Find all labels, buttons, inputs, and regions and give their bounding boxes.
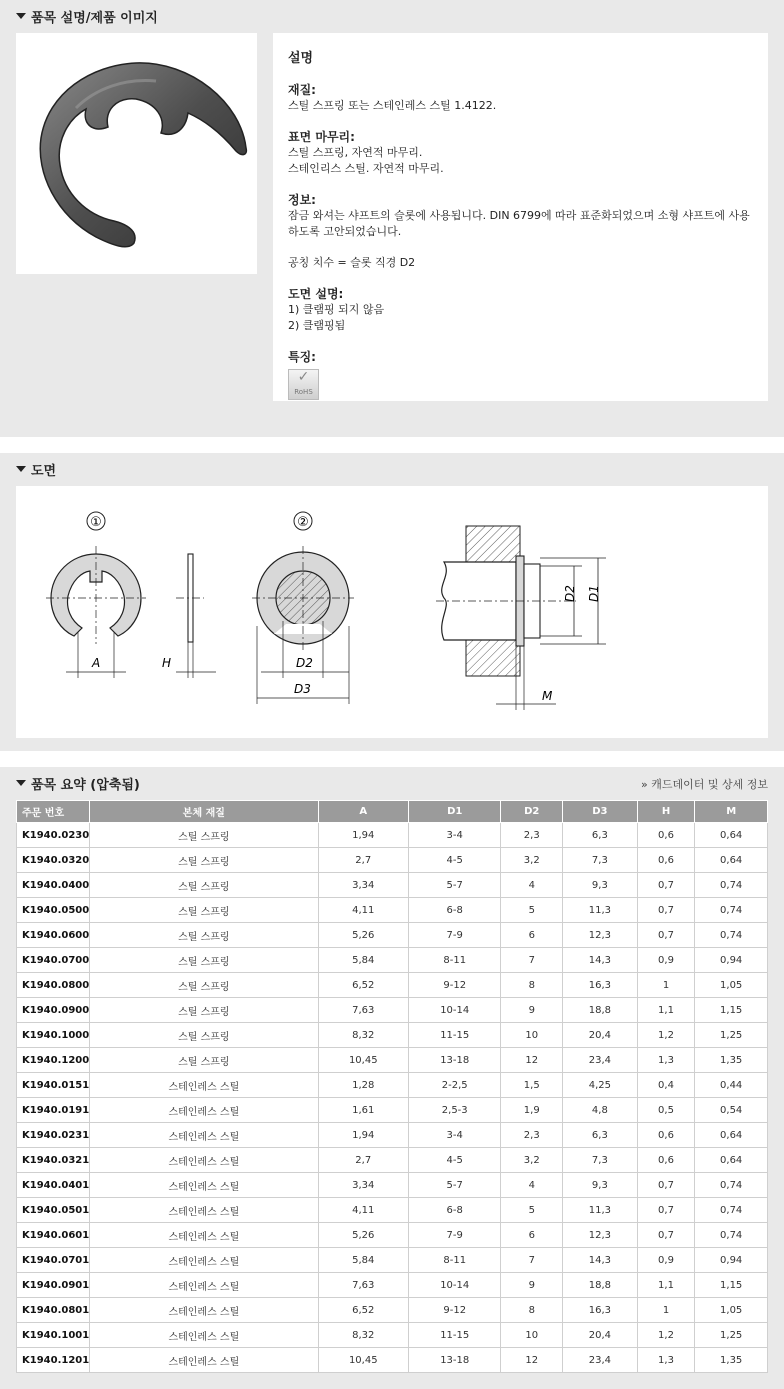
table-row[interactable] (17, 1098, 768, 1123)
cell-body-material: 스틸 스프링 (90, 998, 318, 1023)
cell-d1: 2,5-3 (409, 1098, 501, 1123)
feature-label: 특징: (288, 350, 316, 364)
cell-h: 1,3 (637, 1348, 695, 1373)
cell-m: 1,35 (695, 1048, 768, 1073)
col-d2[interactable]: D2 (501, 801, 563, 823)
cell-h: 0,9 (637, 1248, 695, 1273)
rohs-badge-text: RoHS (294, 387, 313, 396)
table-row[interactable] (17, 1248, 768, 1273)
cell-m: 1,15 (695, 1273, 768, 1298)
cell-d3: 6,3 (563, 1123, 638, 1148)
view-clamped (252, 512, 354, 704)
cell-a: 1,61 (318, 1098, 409, 1123)
cell-body-material: 스테인레스 스틸 (90, 1098, 318, 1123)
cell-body-material: 스테인레스 스틸 (90, 1073, 318, 1098)
cell-a: 2,7 (318, 848, 409, 873)
cell-d2: 1,5 (501, 1073, 563, 1098)
cell-d2: 5 (501, 898, 563, 923)
col-d3[interactable]: D3 (563, 801, 638, 823)
material-label: 재질: (288, 83, 316, 97)
cell-a: 5,84 (318, 948, 409, 973)
cell-a: 5,84 (318, 1248, 409, 1273)
cell-a: 4,11 (318, 1198, 409, 1223)
cell-d3: 6,3 (563, 823, 638, 848)
cell-d3: 18,8 (563, 1273, 638, 1298)
cell-body-material: 스테인레스 스틸 (90, 1248, 318, 1273)
cell-body-material: 스테인레스 스틸 (90, 1198, 318, 1223)
collapse-triangle-icon (16, 780, 26, 786)
table-row[interactable] (17, 1073, 768, 1098)
table-row[interactable] (17, 1048, 768, 1073)
cell-d2: 2,3 (501, 823, 563, 848)
cell-a: 8,32 (318, 1323, 409, 1348)
cell-d2: 9 (501, 998, 563, 1023)
cell-a: 1,28 (318, 1073, 409, 1098)
cell-d3: 16,3 (563, 973, 638, 998)
cell-body-material: 스테인레스 스틸 (90, 1323, 318, 1348)
cell-body-material: 스틸 스프링 (90, 1023, 318, 1048)
cell-d3: 9,3 (563, 1173, 638, 1198)
cell-body-material: 스틸 스프링 (90, 848, 318, 873)
circlip-photo-illustration (16, 33, 257, 274)
cell-d2: 5 (501, 1198, 563, 1223)
cell-h: 1,2 (637, 1323, 695, 1348)
cell-order-number[interactable]: K1940.0230 (17, 823, 90, 848)
cell-d2: 6 (501, 1223, 563, 1248)
drawing-desc-block (288, 286, 753, 334)
dim-d3-label: D3 (294, 682, 311, 696)
cell-m: 0,94 (695, 1248, 768, 1273)
table-row[interactable] (17, 898, 768, 923)
finish-line-1: 스틸 스프링, 자연적 마무리. (288, 146, 423, 159)
col-body-material[interactable]: 본체 재질 (90, 801, 318, 823)
drawing-desc-line-1: 1) 클램핑 되지 않음 (288, 303, 385, 316)
info-block (288, 192, 753, 240)
cell-d1: 9-12 (409, 1298, 501, 1323)
drawing-desc-label: 도면 설명: (288, 287, 344, 301)
cell-order-number[interactable]: K1940.0900 (17, 998, 90, 1023)
cell-h: 1 (637, 1298, 695, 1323)
summary-section-header[interactable] (0, 767, 784, 799)
cell-h: 1 (637, 973, 695, 998)
cell-order-number[interactable]: K1940.0320 (17, 848, 90, 873)
cell-order-number[interactable]: K1940.1000 (17, 1023, 90, 1048)
cell-d1: 8-11 (409, 948, 501, 973)
description-section-header[interactable] (0, 0, 784, 32)
cell-d2: 2,3 (501, 1123, 563, 1148)
cell-order-number[interactable]: K1940.0701 (17, 1248, 90, 1273)
cell-m: 0,74 (695, 923, 768, 948)
cell-h: 0,6 (637, 848, 695, 873)
summary-table (16, 800, 768, 1373)
technical-drawing-svg (16, 486, 768, 738)
cell-d2: 9 (501, 1273, 563, 1298)
cell-d2: 3,2 (501, 848, 563, 873)
nominal-text: 공칭 치수 = 슬롯 직경 D2 (288, 256, 416, 269)
summary-section-title: 품목 요약 (압축됨) (31, 777, 140, 793)
cell-h: 0,6 (637, 823, 695, 848)
cell-m: 0,44 (695, 1073, 768, 1098)
dim-m-label: M (542, 689, 553, 703)
nominal-block (288, 255, 753, 271)
cell-a: 6,52 (318, 1298, 409, 1323)
cell-d2: 8 (501, 973, 563, 998)
table-row[interactable] (17, 948, 768, 973)
cell-d2: 4 (501, 1173, 563, 1198)
cell-d1: 11-15 (409, 1023, 501, 1048)
dim-h-label: H (162, 656, 172, 670)
cell-a: 7,63 (318, 1273, 409, 1298)
cell-d2: 7 (501, 1248, 563, 1273)
cell-d1: 3-4 (409, 1123, 501, 1148)
cell-m: 0,64 (695, 1148, 768, 1173)
cell-order-number[interactable]: K1940.0601 (17, 1223, 90, 1248)
cell-h: 1,3 (637, 1048, 695, 1073)
cell-d1: 10-14 (409, 1273, 501, 1298)
col-m[interactable]: M (695, 801, 768, 823)
table-row[interactable] (17, 973, 768, 998)
cell-order-number[interactable]: K1940.0321 (17, 1148, 90, 1173)
finish-block (288, 129, 753, 177)
table-row[interactable] (17, 1348, 768, 1373)
cell-order-number[interactable]: K1940.0191 (17, 1098, 90, 1123)
material-text: 스틸 스프링 또는 스테인레스 스틸 1.4122. (288, 99, 497, 112)
cell-m: 1,05 (695, 973, 768, 998)
finish-line-2: 스테인리스 스틸. 자연적 마무리. (288, 162, 444, 175)
cell-h: 0,6 (637, 1148, 695, 1173)
table-row[interactable] (17, 998, 768, 1023)
table-row[interactable] (17, 1323, 768, 1348)
cell-order-number[interactable]: K1940.0151 (17, 1073, 90, 1098)
cell-d2: 12 (501, 1348, 563, 1373)
dim-a-label: A (92, 656, 101, 670)
table-row[interactable] (17, 1198, 768, 1223)
cell-a: 8,32 (318, 1023, 409, 1048)
cell-order-number[interactable]: K1940.1200 (17, 1048, 90, 1073)
cell-order-number[interactable]: K1940.0901 (17, 1273, 90, 1298)
cell-a: 1,94 (318, 1123, 409, 1148)
cell-h: 0,4 (637, 1073, 695, 1098)
cell-a: 7,63 (318, 998, 409, 1023)
cad-detail-link[interactable]: » 캐드데이터 및 상세 정보 (641, 778, 768, 791)
cell-body-material: 스테인레스 스틸 (90, 1173, 318, 1198)
table-row[interactable] (17, 873, 768, 898)
cell-d2: 1,9 (501, 1098, 563, 1123)
collapse-triangle-icon (16, 13, 26, 19)
material-block (288, 82, 753, 114)
cell-d3: 9,3 (563, 873, 638, 898)
col-order-number[interactable]: 주문 번호 (17, 801, 90, 823)
cell-body-material: 스테인레스 스틸 (90, 1223, 318, 1248)
cell-d1: 4-5 (409, 848, 501, 873)
col-d1[interactable]: D1 (409, 801, 501, 823)
cell-h: 0,9 (637, 948, 695, 973)
cell-d2: 3,2 (501, 1148, 563, 1173)
cell-body-material: 스테인레스 스틸 (90, 1273, 318, 1298)
cell-d3: 11,3 (563, 898, 638, 923)
cell-d2: 8 (501, 1298, 563, 1323)
cell-order-number[interactable]: K1940.0700 (17, 948, 90, 973)
checkmark-icon: ✓ (297, 368, 310, 385)
cell-m: 0,64 (695, 848, 768, 873)
drawing-section-title: 도면 (31, 463, 57, 479)
cell-d3: 20,4 (563, 1323, 638, 1348)
cell-a: 6,52 (318, 973, 409, 998)
cell-m: 0,74 (695, 1223, 768, 1248)
cell-body-material: 스테인레스 스틸 (90, 1148, 318, 1173)
cell-body-material: 스틸 스프링 (90, 973, 318, 998)
cell-m: 1,25 (695, 1023, 768, 1048)
cell-m: 0,54 (695, 1098, 768, 1123)
cell-d1: 6-8 (409, 898, 501, 923)
cell-d3: 23,4 (563, 1348, 638, 1373)
cell-a: 10,45 (318, 1048, 409, 1073)
cell-d3: 7,3 (563, 1148, 638, 1173)
cell-d1: 2-2,5 (409, 1073, 501, 1098)
table-row[interactable] (17, 1148, 768, 1173)
finish-label: 표면 마무리: (288, 130, 355, 144)
cell-m: 1,05 (695, 1298, 768, 1323)
cell-m: 0,74 (695, 873, 768, 898)
cell-order-number[interactable]: K1940.1001 (17, 1323, 90, 1348)
cell-d1: 9-12 (409, 973, 501, 998)
cell-d1: 3-4 (409, 823, 501, 848)
rohs-badge (288, 369, 319, 400)
cell-d3: 11,3 (563, 1198, 638, 1223)
view-1-label: ① (90, 515, 102, 530)
cell-d2: 12 (501, 1048, 563, 1073)
cell-body-material: 스틸 스프링 (90, 898, 318, 923)
cell-body-material: 스틸 스프링 (90, 948, 318, 973)
view-shaft-section (436, 526, 606, 710)
cell-d2: 4 (501, 873, 563, 898)
cell-d1: 10-14 (409, 998, 501, 1023)
dim-d1-label: D1 (587, 585, 601, 602)
cell-m: 1,15 (695, 998, 768, 1023)
cell-m: 0,74 (695, 898, 768, 923)
cell-d2: 10 (501, 1023, 563, 1048)
cell-m: 0,74 (695, 1198, 768, 1223)
table-row[interactable] (17, 848, 768, 873)
cell-d1: 13-18 (409, 1048, 501, 1073)
cell-d1: 8-11 (409, 1248, 501, 1273)
cell-m: 0,74 (695, 1173, 768, 1198)
view-2-label: ② (297, 515, 309, 530)
drawing-desc-line-2: 2) 클램핑됨 (288, 319, 346, 332)
cell-a: 3,34 (318, 1173, 409, 1198)
cell-h: 1,1 (637, 998, 695, 1023)
description-panel (273, 33, 768, 401)
cell-body-material: 스틸 스프링 (90, 823, 318, 848)
cell-order-number[interactable]: K1940.0231 (17, 1123, 90, 1148)
summary-section (0, 767, 784, 1389)
drawing-section-header[interactable] (0, 453, 784, 485)
cell-d3: 4,25 (563, 1073, 638, 1098)
dim-d2-shaft-label: D2 (563, 585, 577, 602)
cell-m: 1,25 (695, 1323, 768, 1348)
cell-order-number[interactable]: K1940.0500 (17, 898, 90, 923)
cell-a: 1,94 (318, 823, 409, 848)
cell-body-material: 스테인레스 스틸 (90, 1348, 318, 1373)
cell-order-number[interactable]: K1940.0801 (17, 1298, 90, 1323)
view-unclamped (46, 512, 216, 678)
cell-order-number[interactable]: K1940.0600 (17, 923, 90, 948)
cell-d1: 5-7 (409, 873, 501, 898)
cell-order-number[interactable]: K1940.0401 (17, 1173, 90, 1198)
cell-d3: 23,4 (563, 1048, 638, 1073)
cell-d3: 14,3 (563, 1248, 638, 1273)
table-row[interactable] (17, 1123, 768, 1148)
cell-d2: 7 (501, 948, 563, 973)
cell-body-material: 스테인레스 스틸 (90, 1123, 318, 1148)
cell-a: 5,26 (318, 923, 409, 948)
cell-order-number[interactable]: K1940.0800 (17, 973, 90, 998)
cell-d2: 6 (501, 923, 563, 948)
info-text: 잠금 와셔는 샤프트의 슬롯에 사용됩니다. DIN 6799에 따라 표준화되었으며 소형 샤프트에 사용하도록 고안되었습니다. (288, 209, 750, 238)
product-image (16, 33, 257, 274)
cell-d1: 5-7 (409, 1173, 501, 1198)
col-a[interactable]: A (318, 801, 409, 823)
cell-d1: 7-9 (409, 1223, 501, 1248)
cell-body-material: 스틸 스프링 (90, 923, 318, 948)
cell-h: 0,7 (637, 1173, 695, 1198)
cell-d3: 20,4 (563, 1023, 638, 1048)
cell-a: 4,11 (318, 898, 409, 923)
table-row[interactable] (17, 1173, 768, 1198)
cell-order-number[interactable]: K1940.0501 (17, 1198, 90, 1223)
cell-d3: 18,8 (563, 998, 638, 1023)
cell-order-number[interactable]: K1940.1201 (17, 1348, 90, 1373)
table-row[interactable] (17, 1273, 768, 1298)
table-row[interactable] (17, 823, 768, 848)
cell-d3: 16,3 (563, 1298, 638, 1323)
table-row[interactable] (17, 923, 768, 948)
cell-h: 0,7 (637, 873, 695, 898)
cell-d1: 7-9 (409, 923, 501, 948)
cell-h: 0,7 (637, 1198, 695, 1223)
cell-a: 3,34 (318, 873, 409, 898)
cell-a: 2,7 (318, 1148, 409, 1173)
cell-d1: 4-5 (409, 1148, 501, 1173)
cell-d1: 11-15 (409, 1323, 501, 1348)
cell-h: 1,1 (637, 1273, 695, 1298)
description-section-title: 품목 설명/제품 이미지 (31, 10, 158, 26)
table-row[interactable] (17, 1298, 768, 1323)
info-label: 정보: (288, 193, 316, 207)
cell-d1: 13-18 (409, 1348, 501, 1373)
cell-a: 5,26 (318, 1223, 409, 1248)
cell-h: 0,5 (637, 1098, 695, 1123)
drawing-section (0, 453, 784, 751)
cell-order-number[interactable]: K1940.0400 (17, 873, 90, 898)
cell-d3: 7,3 (563, 848, 638, 873)
cell-a: 10,45 (318, 1348, 409, 1373)
technical-drawing (16, 486, 768, 738)
dim-d2-label: D2 (296, 656, 313, 670)
cell-d3: 14,3 (563, 948, 638, 973)
cell-body-material: 스테인레스 스틸 (90, 1298, 318, 1323)
table-body (17, 823, 768, 1373)
description-section (0, 0, 784, 437)
table-header-row (17, 801, 768, 823)
cell-h: 1,2 (637, 1023, 695, 1048)
cell-d1: 6-8 (409, 1198, 501, 1223)
cell-d3: 12,3 (563, 923, 638, 948)
cell-d2: 10 (501, 1323, 563, 1348)
cell-h: 0,6 (637, 1123, 695, 1148)
cell-m: 0,64 (695, 1123, 768, 1148)
cell-h: 0,7 (637, 923, 695, 948)
cell-d3: 4,8 (563, 1098, 638, 1123)
cell-m: 0,64 (695, 823, 768, 848)
table-row[interactable] (17, 1223, 768, 1248)
col-h[interactable]: H (637, 801, 695, 823)
collapse-triangle-icon (16, 466, 26, 472)
cell-h: 0,7 (637, 898, 695, 923)
cell-m: 0,94 (695, 948, 768, 973)
cell-body-material: 스틸 스프링 (90, 873, 318, 898)
cell-h: 0,7 (637, 1223, 695, 1248)
description-title: 설명 (288, 51, 314, 66)
cell-d3: 12,3 (563, 1223, 638, 1248)
cell-body-material: 스틸 스프링 (90, 1048, 318, 1073)
feature-block (288, 349, 753, 400)
cell-m: 1,35 (695, 1348, 768, 1373)
table-row[interactable] (17, 1023, 768, 1048)
